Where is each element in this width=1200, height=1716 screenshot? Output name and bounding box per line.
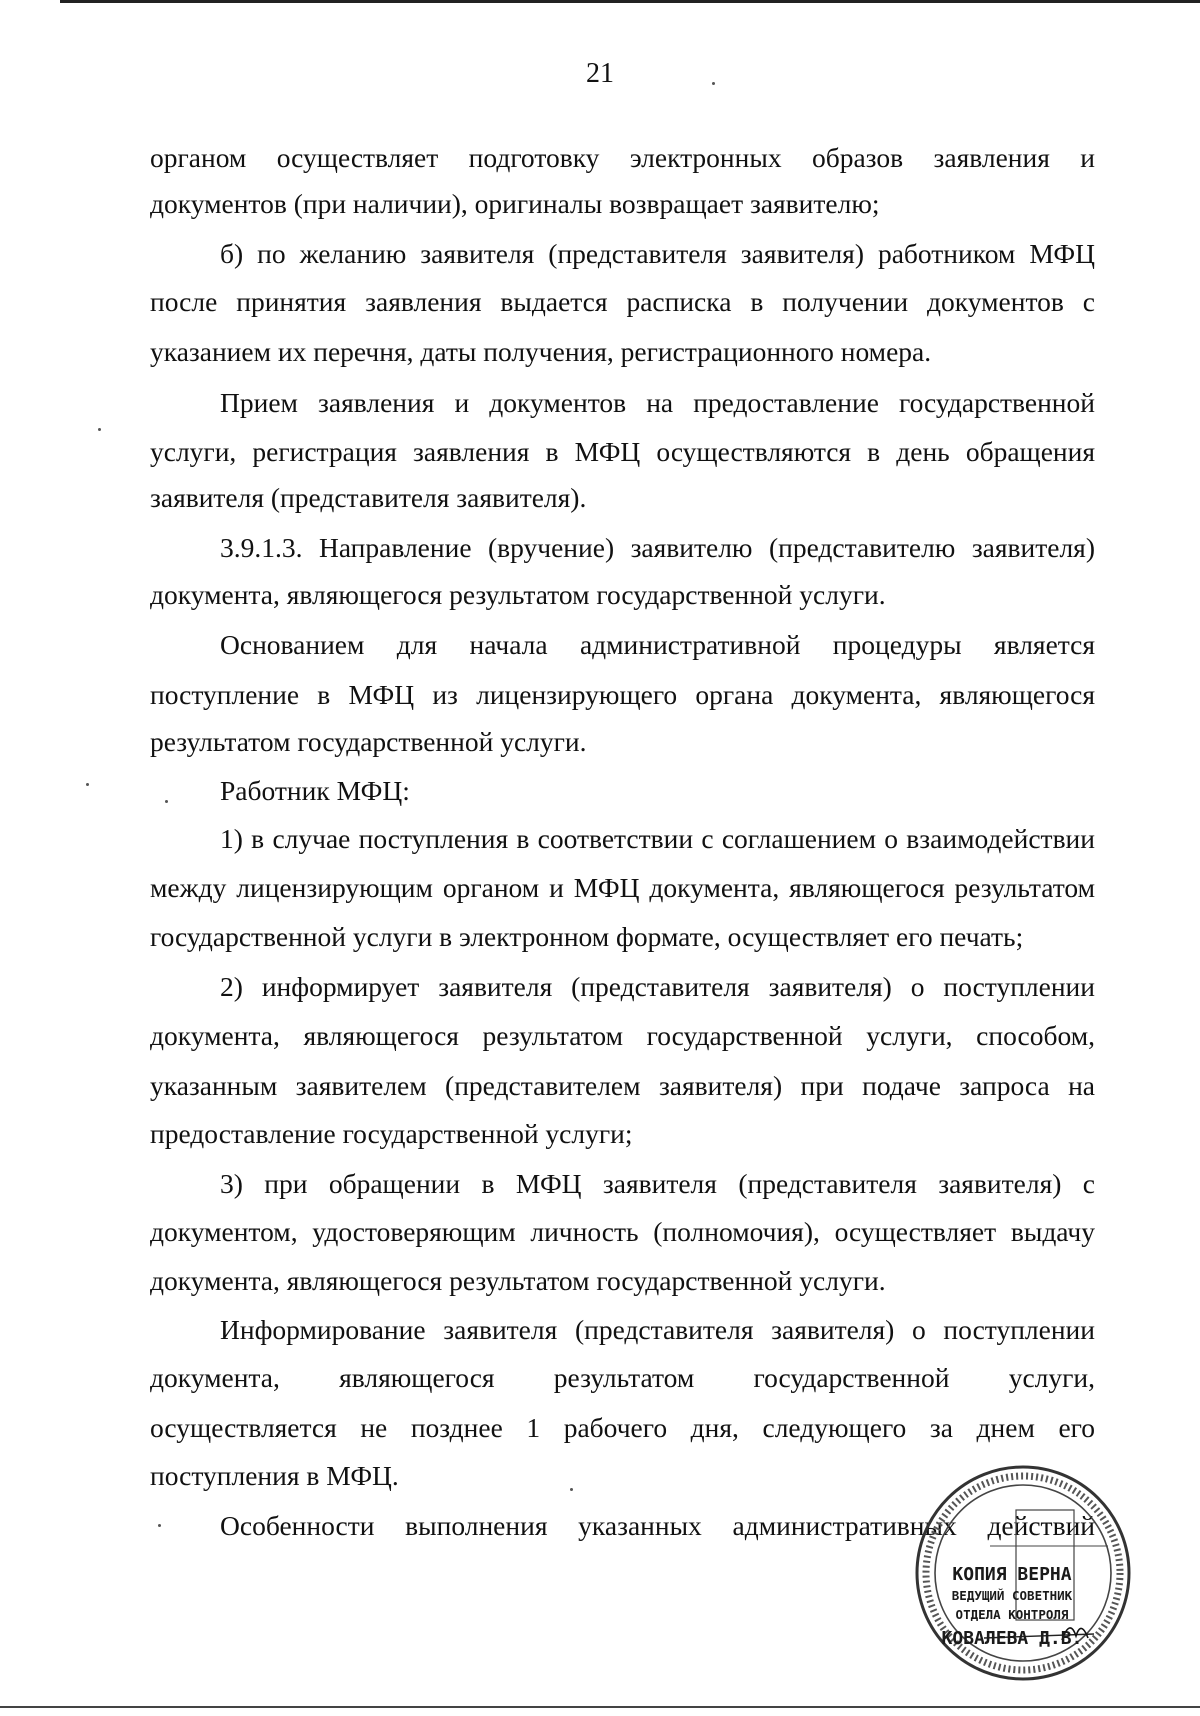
scan-speck	[86, 783, 89, 786]
text-line: 2) информирует заявителя (представителя заявителя) о поступлении	[220, 971, 1095, 1002]
stamp-text-line2: ВЕДУЩИЙ СОВЕТНИК	[951, 1588, 1073, 1603]
text-line: Основанием для начала административной процедуры является	[220, 629, 1095, 660]
top-edge-rule	[60, 0, 1200, 3]
text-line: документов (при наличии), оригиналы возвращает заявителю;	[150, 188, 880, 219]
text-line: между лицензирующим органом и МФЦ документа, являющегося результатом	[150, 872, 1095, 903]
scan-speck	[98, 428, 101, 431]
certification-stamp	[912, 1462, 1134, 1684]
bottom-edge-rule	[0, 1706, 1200, 1708]
text-line: заявителя (представителя заявителя).	[150, 482, 587, 513]
stamp-text-line3: ОТДЕЛА КОНТРОЛЯ	[955, 1607, 1069, 1622]
text-line: результатом государственной услуги.	[150, 726, 587, 757]
text-line: услуги, регистрация заявления в МФЦ осуществляются в день обращения	[150, 436, 1095, 467]
text-line: после принятия заявления выдается расписка в получении документов с	[150, 286, 1095, 317]
text-line: предоставление государственной услуги;	[150, 1118, 633, 1149]
stamp-text-line1: КОПИЯ ВЕРНА	[952, 1564, 1072, 1585]
text-line: органом осуществляет подготовку электронных образов заявления и	[150, 142, 1095, 173]
text-line: поступление в МФЦ из лицензирующего органа документа, являющегося	[150, 679, 1095, 710]
text-line: поступления в МФЦ.	[150, 1460, 399, 1491]
text-line: Прием заявления и документов на предоставление государственной	[220, 387, 1095, 418]
text-line: государственной услуги в электронном формате, осуществляет его печать;	[150, 921, 1024, 952]
text-line: документом, удостоверяющим личность (полномочия), осуществляет выдачу	[150, 1216, 1095, 1247]
scan-speck	[570, 1488, 573, 1491]
text-line: документа, являющегося результатом государственной услуги.	[150, 579, 886, 610]
text-line: 1) в случае поступления в соответствии с соглашением о взаимодействии	[220, 823, 1095, 854]
text-line: документа, являющегося результатом государственной услуги, способом,	[150, 1020, 1095, 1051]
scan-speck	[712, 82, 715, 85]
text-line: 3) при обращении в МФЦ заявителя (представителя заявителя) с	[220, 1168, 1095, 1199]
text-line: Работник МФЦ:	[220, 775, 410, 806]
text-line: указанием их перечня, даты получения, регистрационного номера.	[150, 336, 932, 367]
text-line: б) по желанию заявителя (представителя заявителя) работником МФЦ	[220, 238, 1095, 269]
text-line: осуществляется не позднее 1 рабочего дня, следующего за днем его	[150, 1412, 1095, 1443]
text-line: Информирование заявителя (представителя заявителя) о поступлении	[220, 1314, 1095, 1345]
text-line: документа, являющегося результатом государственной услуги,	[150, 1362, 1095, 1393]
scan-speck	[165, 800, 168, 803]
scan-speck	[158, 1524, 161, 1527]
text-line: Особенности выполнения указанных административных действий	[220, 1510, 1095, 1541]
page-number: 21	[586, 58, 614, 89]
text-line: указанным заявителем (представителем заявителя) при подаче запроса на	[150, 1070, 1095, 1101]
stamp-text-line4: КОВАЛЕВА Д.В.	[941, 1628, 1083, 1649]
text-line: 3.9.1.3. Направление (вручение) заявителю (представителю заявителя)	[220, 532, 1095, 563]
text-line: документа, являющегося результатом государственной услуги.	[150, 1265, 886, 1296]
